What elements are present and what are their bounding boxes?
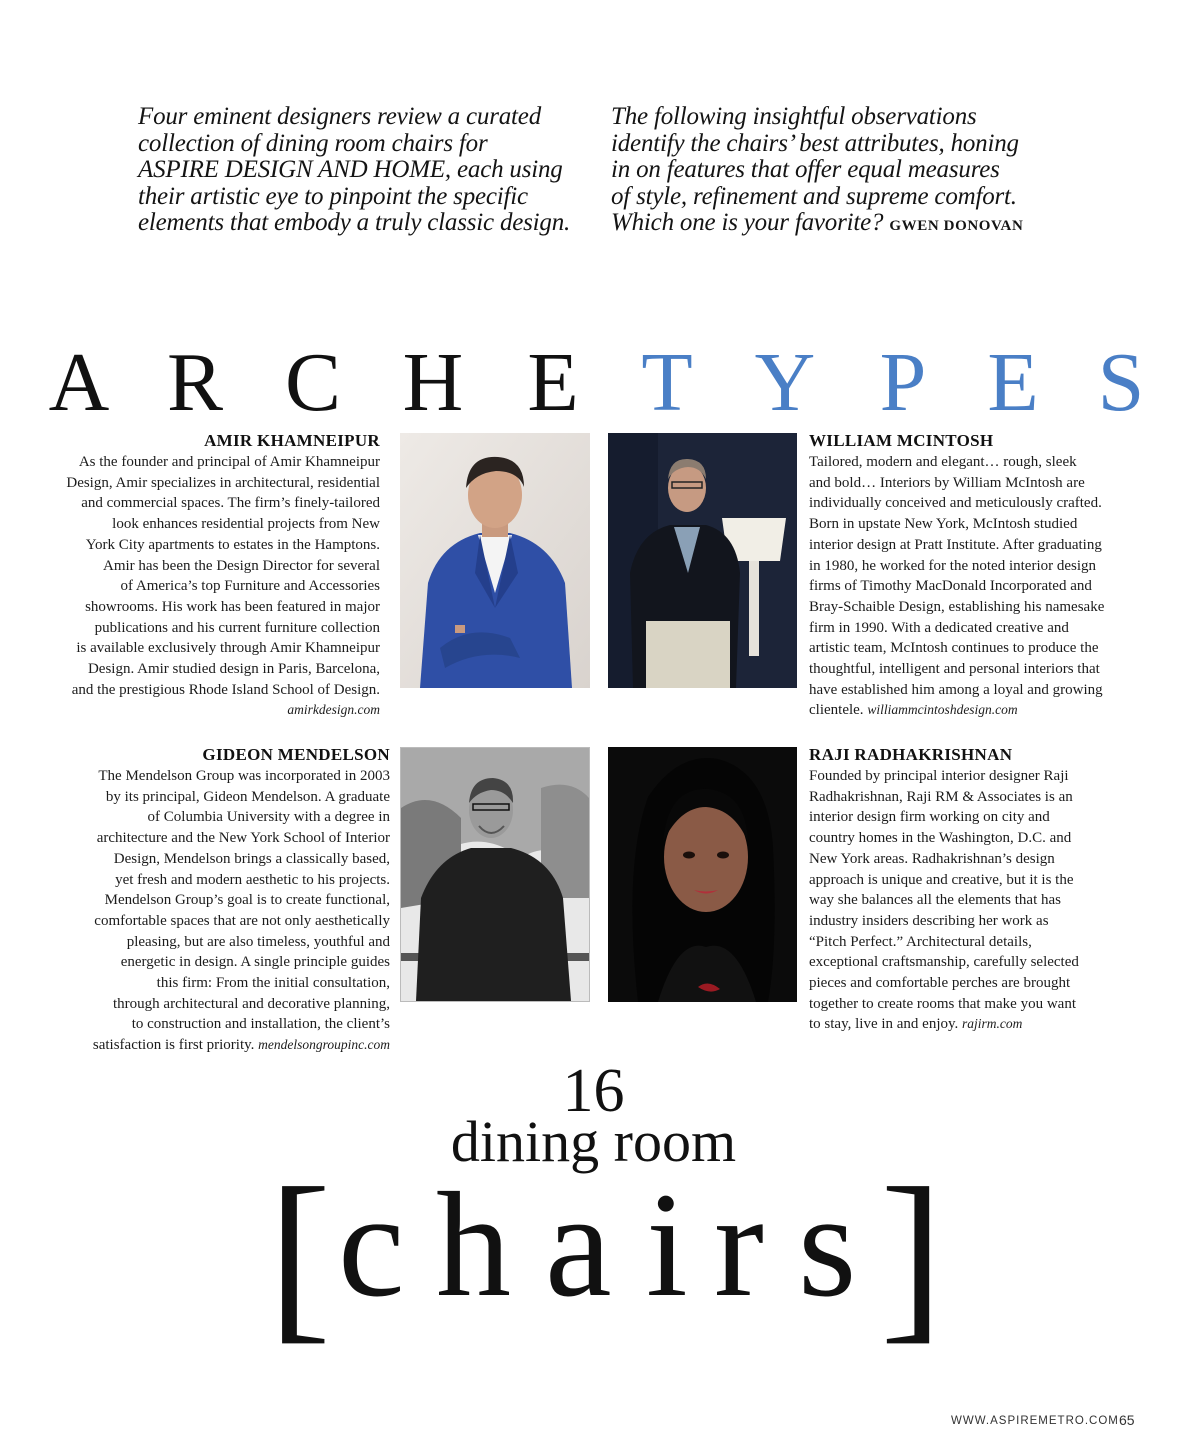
designer-bio	[809, 452, 1149, 721]
bio-line: and bold… Interiors by William McIntosh are	[809, 474, 1085, 491]
bio-line: interior design at Pratt Institute. After graduating	[809, 536, 1102, 553]
bio-line: individually conceived and meticulously crafted.	[809, 495, 1102, 512]
bio-line: yet fresh and modern aesthetic to his projects.	[115, 871, 390, 888]
intro-line: of style, refinement and supreme comfort.	[611, 182, 1017, 210]
author-byline: GWEN DONOVAN	[889, 218, 1024, 234]
bio-line: thoughtful, intelligent and personal interiors that	[809, 661, 1100, 678]
bio-line: Founded by principal interior designer Raji	[809, 768, 1069, 784]
bio-line: of Columbia University with a degree in	[147, 809, 390, 826]
bio-line: approach is unique and creative, but it is the	[809, 871, 1074, 888]
title-letter-blue: T	[641, 336, 693, 429]
open-bracket: [	[268, 1150, 332, 1360]
bio-line: pieces and comfortable perches are brought	[809, 975, 1071, 992]
bio-line: firms of Timothy MacDonald Incorporated and	[809, 578, 1092, 595]
chairs-letter: s	[798, 1162, 857, 1328]
bio-line: architecture and the New York School of Interior	[96, 830, 390, 847]
bio-line: Bray-Schaible Design, establishing his namesake	[809, 598, 1105, 615]
title-letter: C	[284, 336, 342, 429]
bio-line: look enhances residential projects from New	[112, 516, 380, 533]
bio-line: artistic team, McIntosh continues to produce the	[809, 640, 1099, 657]
bio-line: Radhakrishnan, Raji RM & Associates is an	[809, 788, 1073, 805]
bio-line: Design, Amir specializes in architectural, residential	[66, 474, 380, 491]
bio-line: comfortable spaces that are not only aesthetically	[94, 912, 390, 929]
chairs-letter: c	[338, 1162, 405, 1328]
bio-line: this firm: From the initial consultation,	[156, 975, 390, 992]
title-letter: E	[527, 336, 579, 429]
bio-line: clientele.	[809, 702, 864, 719]
bio-line: in 1980, he worked for the noted interior design	[809, 557, 1097, 574]
title-letter-blue: P	[879, 336, 927, 429]
bio-line: New York areas. Radhakrishnan’s design	[809, 850, 1055, 867]
chairs-letter: i	[646, 1162, 688, 1328]
designer-url[interactable]: amirkdesign.com	[287, 702, 380, 718]
designer-gideon	[40, 745, 390, 1056]
bio-line: satisfaction is first priority.	[92, 1037, 255, 1054]
bio-line: to stay, live in and enjoy.	[809, 1016, 959, 1033]
designer-bio	[809, 766, 1149, 1035]
chairs-letter: r	[714, 1162, 764, 1328]
bio-line: Born in upstate New York, McIntosh studied	[809, 516, 1078, 533]
bio-line: country homes in the Washington, D.C. and	[809, 830, 1072, 847]
bio-line: interior design firm working on city and	[809, 809, 1050, 826]
bio-line: of America’s top Furniture and Accessories	[120, 578, 380, 595]
intro-line: The following insightful observations	[611, 103, 977, 130]
bio-line: Mendelson Group’s goal is to create functional,	[104, 892, 390, 909]
bio-line: is available exclusively through Amir Khamneipur	[76, 640, 380, 657]
intro-line: in on features that offer equal measures	[611, 156, 1000, 183]
bio-line: and the prestigious Rhode Island School of Design.	[71, 681, 380, 698]
portrait-william-photo	[608, 433, 797, 688]
bio-line-last	[40, 1035, 390, 1056]
title-letter: H	[402, 336, 464, 429]
designer-raji	[809, 745, 1149, 1035]
designer-name: AMIR KHAMNEIPUR	[204, 431, 380, 450]
headline-dining-room: dining room	[450, 1109, 737, 1174]
intro-right-paragraph	[611, 104, 1081, 240]
intro-line: ASPIRE DESIGN AND HOME, each using	[138, 156, 563, 183]
title-letter-blue: E	[987, 336, 1039, 429]
designer-william	[809, 431, 1149, 721]
bio-line: exceptional craftsmanship, carefully selected	[809, 954, 1079, 971]
bio-line: way she balances all the elements that has	[809, 892, 1061, 909]
bio-line: York City apartments to estates in the Hamptons.	[85, 536, 380, 553]
designer-bio	[40, 766, 390, 1056]
bio-line: showrooms. His work has been featured in major	[85, 598, 380, 615]
bio-line: Design. Amir studied design in Paris, Barcelona,	[87, 661, 380, 678]
designer-name: RAJI RADHAKRISHNAN	[809, 745, 1013, 764]
chairs-letter: a	[545, 1162, 612, 1328]
intro-left-paragraph	[138, 104, 598, 237]
footer-website[interactable]: WWW.ASPIREMETRO.COM	[951, 1415, 1119, 1427]
intro-line: identify the chairs’ best attributes, honing	[611, 129, 1019, 157]
title-letter-blue: Y	[754, 336, 816, 429]
intro-line: Four eminent designers review a curated	[138, 103, 541, 130]
intro-line: their artistic eye to pinpoint the specific	[138, 182, 528, 210]
portrait-raji-photo	[608, 747, 797, 1002]
intro-line-last	[611, 210, 1081, 240]
close-bracket: ]	[880, 1150, 944, 1360]
designer-amir	[40, 431, 380, 721]
bio-line: through architectural and decorative planning,	[113, 995, 390, 1012]
bio-line: publications and his current furniture collection	[94, 619, 380, 636]
designer-bio	[40, 452, 380, 721]
designer-name: GIDEON MENDELSON	[202, 745, 390, 764]
portrait-gideon-photo	[400, 747, 590, 1002]
bio-line: industry insiders describing her work as	[809, 912, 1049, 929]
bio-line: “Pitch Perfect.” Architectural details,	[809, 933, 1032, 950]
portrait-amir-photo	[400, 433, 590, 688]
designer-url[interactable]: williammcintoshdesign.com	[867, 702, 1018, 718]
bio-line: and commercial spaces. The firm’s finely-tailored	[81, 495, 380, 512]
bio-line: As the founder and principal of Amir Khamneipur	[78, 454, 380, 470]
bio-line: Design, Mendelson brings a classically based,	[113, 850, 390, 867]
bio-line: Tailored, modern and elegant… rough, sleek	[809, 454, 1077, 470]
title-letter: R	[166, 336, 224, 429]
designer-url[interactable]: mendelsongroupinc.com	[258, 1037, 390, 1053]
chairs-letter: h	[436, 1162, 511, 1328]
intro-line: elements that embody a truly classic design.	[138, 209, 571, 236]
bio-line: Amir has been the Design Director for several	[103, 557, 380, 574]
designer-name: WILLIAM MCINTOSH	[809, 431, 994, 450]
bio-line-last	[809, 1014, 1149, 1035]
bio-line: by its principal, Gideon Mendelson. A graduate	[105, 788, 390, 805]
title-letter: A	[48, 336, 110, 429]
page-number: 65	[1119, 1412, 1135, 1428]
headline-number: 16	[562, 1057, 625, 1125]
bio-line: have established him among a loyal and growing	[809, 681, 1103, 698]
bio-line: pleasing, but are also timeless, youthful and	[126, 933, 390, 950]
bio-line: energetic in design. A single principle guides	[120, 954, 390, 971]
bio-line: The Mendelson Group was incorporated in 2003	[98, 768, 390, 784]
designer-url[interactable]: rajirm.com	[962, 1016, 1023, 1032]
bio-line-last	[809, 700, 1149, 721]
bio-line: to construction and installation, the client’s	[131, 1016, 390, 1033]
intro-line: Which one is your favorite?	[611, 209, 884, 236]
intro-line: collection of dining room chairs for	[138, 129, 488, 157]
bio-line: firm in 1990. With a dedicated creative and	[809, 619, 1069, 636]
title-letter-blue: S	[1097, 336, 1145, 429]
bio-line: together to create rooms that make you want	[809, 995, 1076, 1012]
